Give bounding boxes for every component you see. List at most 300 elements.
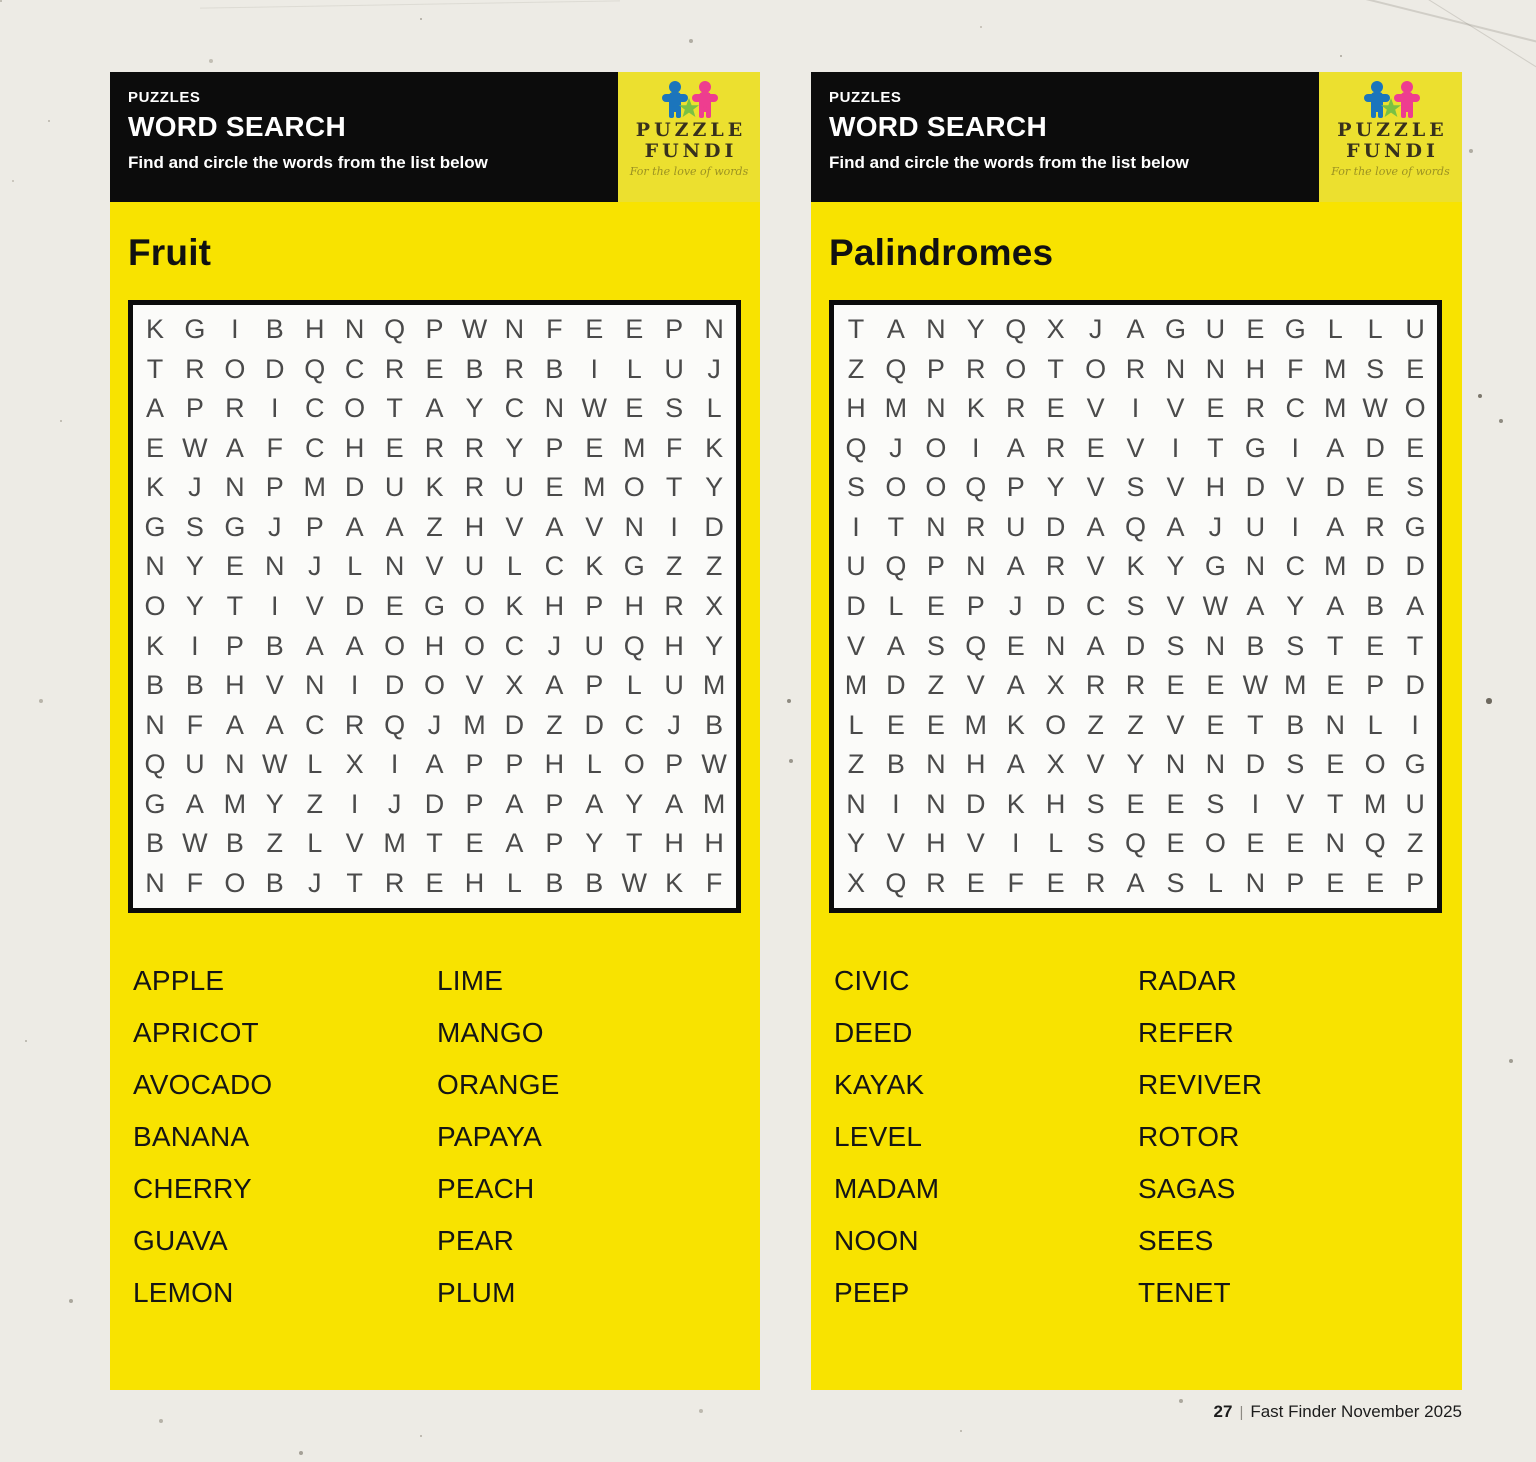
grid-cell-letter: I [1251, 788, 1260, 819]
grid-cell-letter: C [624, 709, 644, 740]
grid-cell-letter: E [1206, 670, 1225, 701]
grid-cell-letter: X [1046, 749, 1065, 780]
grid-cell-letter: E [966, 867, 985, 898]
grid-cell-letter: R [384, 867, 405, 898]
header-black-bar [811, 72, 1319, 202]
grid-cell-letter: R [344, 709, 365, 740]
grid-cell-letter: N [926, 314, 946, 345]
grid-cell-letter: N [926, 749, 946, 780]
grid-cell-letter: I [350, 670, 359, 701]
grid-cell-letter: Y [185, 590, 204, 621]
grid-cell-letter: R [1045, 551, 1066, 582]
grid-cell-letter: N [225, 472, 245, 503]
grid-row [135, 429, 734, 469]
grid-cell-letter: A [1006, 432, 1025, 463]
grid-cell-letter: M [1284, 670, 1307, 701]
grid-cell-letter: P [585, 590, 604, 621]
paper-crease [200, 0, 620, 8]
grid-row [135, 547, 734, 587]
grid-cell-letter: B [545, 867, 564, 898]
grid-cell-letter: O [1045, 709, 1067, 740]
grid-cell-letter: T [1207, 432, 1224, 463]
grid-cell-letter: K [665, 867, 684, 898]
grid-cell-letter: D [1365, 551, 1385, 582]
grid-cell-letter: V [1166, 709, 1185, 740]
pink-person-icon [1394, 81, 1420, 118]
grid-cell-letter: R [1125, 353, 1146, 384]
grid-cell-letter: O [424, 670, 446, 701]
grid-row [836, 468, 1435, 508]
grid-cell-letter: T [665, 472, 683, 503]
grid-cell-letter: W [182, 432, 208, 463]
grid-cell-letter: T [386, 393, 403, 424]
section-kicker: PUZZLES [128, 89, 201, 106]
grid-cell-letter: U [464, 551, 485, 582]
grid-cell-letter: I [231, 314, 239, 345]
grid-cell-letter: A [886, 314, 905, 345]
puzzle-theme-title: Palindromes [829, 232, 1054, 273]
grid-cell-letter: X [1046, 670, 1065, 701]
grid-cell-letter: B [145, 828, 164, 859]
grid-cell-letter: I [191, 630, 199, 661]
grid-cell-letter: Q [1005, 314, 1027, 345]
grid-cell-letter: Z [306, 788, 323, 819]
grid-cell-letter: E [1126, 788, 1145, 819]
grid-row [836, 705, 1435, 745]
grid-cell-letter: L [1367, 709, 1383, 740]
grid-cell-letter: B [886, 749, 905, 780]
grid-cell-letter: E [1206, 393, 1225, 424]
grid-cell-letter: E [1366, 472, 1385, 503]
grid-cell-letter: D [1245, 749, 1266, 780]
grid-cell-letter: S [1206, 788, 1225, 819]
grid-cell-letter: F [1287, 353, 1304, 384]
grid-cell-letter: S [1366, 353, 1385, 384]
grid-cell-letter: J [889, 432, 903, 463]
grid-cell-letter: T [1326, 788, 1344, 819]
grid-row [836, 547, 1435, 587]
grid-cell-letter: E [385, 432, 404, 463]
grid-cell-letter: N [145, 867, 165, 898]
grid-cell-letter: S [1126, 472, 1145, 503]
grid-cell-letter: P [1006, 472, 1025, 503]
grid-cell-letter: Y [505, 432, 524, 463]
grid-cell-letter: E [886, 709, 905, 740]
grid-cell-letter: P [505, 749, 524, 780]
grid-cell-letter: Q [304, 353, 326, 384]
grid-cell-letter: P [545, 432, 564, 463]
grid-cell-letter: G [144, 511, 166, 542]
grid-cell-letter: Y [705, 472, 724, 503]
grid-cell-letter: R [424, 432, 445, 463]
grid-cell-letter: S [665, 393, 684, 424]
grid-cell-letter: H [544, 590, 565, 621]
grid-cell-letter: P [545, 828, 564, 859]
word-list-item: LIME [437, 965, 504, 996]
grid-cell-letter: J [1088, 314, 1103, 345]
word-list-item: DEED [834, 1017, 913, 1048]
grid-cell-letter: W [701, 749, 727, 780]
grid-cell-letter: A [505, 828, 524, 859]
grid-cell-letter: F [186, 867, 204, 898]
grid-cell-letter: L [1048, 828, 1064, 859]
grid-cell-letter: Q [1364, 828, 1386, 859]
grid-cell-letter: E [1086, 432, 1105, 463]
grid-cell-letter: E [1166, 670, 1185, 701]
grid-cell-letter: C [304, 393, 325, 424]
grid-cell-letter: Q [885, 551, 907, 582]
grid-cell-letter: L [1367, 314, 1383, 345]
grid-cell-letter: M [844, 670, 868, 701]
grid-cell-letter: P [465, 749, 484, 780]
word-list-item: APRICOT [133, 1017, 259, 1048]
grid-cell-letter: T [887, 511, 905, 542]
grid-row [836, 508, 1435, 548]
grid-cell-letter: O [463, 630, 485, 661]
grid-cell-letter: O [1204, 828, 1226, 859]
word-list-item: SAGAS [1138, 1173, 1236, 1204]
word-list [834, 955, 1462, 1319]
grid-cell-letter: O [925, 432, 947, 463]
grid-cell-letter: P [926, 353, 945, 384]
grid-cell-letter: N [145, 551, 165, 582]
grid-cell-letter: E [1366, 867, 1385, 898]
grid-cell-letter: K [705, 432, 724, 463]
grid-cell-letter: Z [847, 353, 865, 384]
word-list-column [133, 955, 437, 1319]
grid-cell-letter: L [1207, 867, 1223, 898]
grid-cell-letter: H [304, 314, 325, 345]
grid-cell-letter: D [1365, 432, 1385, 463]
grid-cell-letter: J [387, 788, 402, 819]
grid-cell-letter: A [425, 393, 444, 424]
grid-row [836, 745, 1435, 785]
grid-row [135, 350, 734, 390]
grid-cell-letter: A [1006, 670, 1025, 701]
grid-cell-letter: T [625, 828, 643, 859]
grid-cell-letter: P [585, 670, 604, 701]
word-list-item: TENET [1138, 1277, 1231, 1308]
word-list-column [437, 955, 741, 1319]
grid-cell-letter: W [182, 828, 208, 859]
grid-cell-letter: V [1126, 432, 1145, 463]
grid-row [135, 587, 734, 627]
grid-cell-letter: D [1045, 511, 1066, 542]
grid-cell-letter: C [1285, 551, 1306, 582]
grid-cell-letter: R [966, 511, 986, 542]
grid-cell-letter: I [350, 788, 359, 819]
grid-row [836, 666, 1435, 706]
grid-cell-letter: V [345, 828, 364, 859]
grid-cell-letter: J [427, 709, 442, 740]
puzzle-instructions: Find and circle the words from the list below [128, 153, 488, 172]
grid-cell-letter: P [966, 590, 985, 621]
grid-cell-letter: S [1126, 590, 1145, 621]
grid-cell-letter: E [465, 828, 484, 859]
grid-cell-letter: Y [585, 828, 604, 859]
grid-cell-letter: N [384, 551, 405, 582]
grid-cell-letter: P [665, 749, 684, 780]
grid-cell-letter: I [390, 749, 399, 780]
grid-cell-letter: P [185, 393, 204, 424]
grid-cell-letter: Y [1166, 551, 1185, 582]
grid-cell-letter: W [461, 314, 488, 345]
grid-cell-letter: R [225, 393, 245, 424]
grid-cell-letter: I [590, 353, 599, 384]
grid-cell-letter: U [584, 630, 605, 661]
grid-cell-letter: S [1406, 472, 1425, 503]
grid-cell-letter: M [223, 788, 247, 819]
grid-cell-letter: O [1005, 353, 1027, 384]
grid-cell-letter: H [344, 432, 365, 463]
grid-cell-letter: C [504, 630, 525, 661]
grid-cell-letter: D [265, 353, 285, 384]
grid-cell-letter: I [852, 511, 860, 542]
grid-cell-letter: V [966, 670, 985, 701]
grid-cell-letter: Q [144, 749, 166, 780]
grid-cell-letter: Q [885, 867, 907, 898]
grid-cell-letter: I [1171, 432, 1180, 463]
word-list-item: MADAM [834, 1173, 940, 1204]
grid-cell-letter: E [1166, 788, 1185, 819]
grid-cell-letter: G [424, 590, 446, 621]
grid-cell-letter: E [585, 314, 604, 345]
grid-row [135, 468, 734, 508]
grid-cell-letter: A [886, 630, 905, 661]
grid-cell-letter: A [1326, 511, 1345, 542]
grid-cell-letter: S [185, 511, 204, 542]
grid-cell-letter: T [1047, 353, 1064, 384]
grid-cell-letter: I [1011, 828, 1020, 859]
grid-cell-letter: E [1206, 709, 1225, 740]
grid-cell-letter: D [344, 472, 365, 503]
section-kicker: PUZZLES [829, 89, 902, 106]
grid-cell-letter: L [506, 551, 522, 582]
grid-cell-letter: A [1126, 867, 1145, 898]
grid-cell-letter: O [1404, 393, 1426, 424]
panel-header [110, 72, 760, 202]
grid-cell-letter: S [846, 472, 865, 503]
grid-cell-letter: A [1406, 590, 1425, 621]
word-list-item: ORANGE [437, 1069, 560, 1100]
grid-cell-letter: A [385, 511, 404, 542]
grid-row [836, 626, 1435, 666]
grid-cell-letter: Q [845, 432, 867, 463]
grid-cell-letter: W [621, 867, 647, 898]
grid-cell-letter: O [344, 393, 366, 424]
grid-cell-letter: N [1325, 709, 1345, 740]
grid-cell-letter: Y [1126, 749, 1145, 780]
grid-cell-letter: K [145, 630, 164, 661]
grid-cell-letter: A [185, 788, 204, 819]
grid-cell-letter: W [1242, 670, 1269, 701]
grid-cell-letter: E [1406, 432, 1425, 463]
grid-cell-letter: H [1045, 788, 1066, 819]
grid-row [836, 310, 1435, 350]
word-list-item: PEAR [437, 1225, 515, 1256]
grid-cell-letter: V [305, 590, 324, 621]
word-list-item: PAPAYA [437, 1121, 542, 1152]
grid-cell-letter: T [1326, 630, 1344, 661]
grid-cell-letter: N [265, 551, 285, 582]
grid-cell-letter: K [505, 590, 524, 621]
grid-cell-letter: C [544, 551, 565, 582]
grid-cell-letter: C [344, 353, 365, 384]
grid-cell-letter: A [665, 788, 684, 819]
grid-cell-letter: H [544, 749, 565, 780]
grid-cell-letter: X [1046, 314, 1065, 345]
grid-cell-letter: V [1086, 749, 1105, 780]
word-list-item: LEVEL [834, 1121, 923, 1152]
grid-cell-letter: N [1245, 551, 1266, 582]
grid-cell-letter: N [846, 788, 866, 819]
grid-cell-letter: M [383, 828, 406, 859]
grid-cell-letter: A [345, 511, 364, 542]
grid-cell-letter: R [464, 432, 485, 463]
grid-row [836, 389, 1435, 429]
grid-cell-letter: N [1165, 353, 1186, 384]
grid-cell-letter: V [465, 670, 484, 701]
grid-cell-letter: N [926, 788, 946, 819]
grid-cell-letter: Z [1087, 709, 1104, 740]
grid-cell-letter: Z [705, 551, 723, 582]
grid-row [135, 389, 734, 429]
grid-cell-letter: M [463, 709, 486, 740]
grid-cell-letter: N [344, 314, 365, 345]
grid-cell-letter: V [1086, 551, 1105, 582]
grid-cell-letter: B [545, 353, 564, 384]
grid-cell-letter: T [226, 590, 244, 621]
grid-cell-letter: E [1326, 749, 1345, 780]
grid-cell-letter: U [1245, 511, 1266, 542]
grid-cell-letter: I [1131, 393, 1140, 424]
grid-cell-letter: V [1086, 472, 1105, 503]
grid-cell-letter: Y [465, 393, 484, 424]
grid-cell-letter: I [1291, 511, 1300, 542]
grid-cell-letter: G [1244, 432, 1266, 463]
grid-cell-letter: X [705, 590, 724, 621]
grid-cell-letter: Q [384, 314, 406, 345]
grid-cell-letter: S [1086, 788, 1105, 819]
grid-cell-letter: G [1404, 749, 1426, 780]
grid-cell-letter: O [925, 472, 947, 503]
grid-cell-letter: S [1086, 828, 1105, 859]
grid-cell-letter: A [225, 709, 244, 740]
word-list [133, 955, 760, 1319]
grid-cell-letter: V [1286, 472, 1305, 503]
word-list-item: LEMON [133, 1277, 234, 1308]
grid-cell-letter: E [1046, 867, 1065, 898]
grid-cell-letter: M [1323, 393, 1347, 424]
grid-cell-letter: E [1046, 393, 1065, 424]
grid-cell-letter: D [344, 590, 365, 621]
puzzle-panel-palindromes [811, 72, 1462, 1390]
grid-cell-letter: N [1165, 749, 1186, 780]
logo-tagline: For the love of words [1331, 165, 1450, 178]
grid-cell-letter: C [1285, 393, 1306, 424]
grid-cell-letter: H [846, 393, 866, 424]
grid-cell-letter: D [384, 670, 405, 701]
grid-cell-letter: C [304, 709, 325, 740]
grid-cell-letter: C [1085, 590, 1106, 621]
grid-cell-letter: D [1245, 472, 1266, 503]
grid-cell-letter: E [425, 867, 444, 898]
grid-cell-letter: L [506, 867, 522, 898]
grid-cell-letter: E [145, 432, 164, 463]
grid-cell-letter: U [664, 670, 684, 701]
grid-cell-letter: M [1323, 551, 1347, 582]
page-number: 27 [1213, 1402, 1233, 1421]
grid-cell-letter: H [704, 828, 724, 859]
grid-row [836, 429, 1435, 469]
grid-cell-letter: V [265, 670, 284, 701]
grid-cell-letter: K [1006, 788, 1025, 819]
grid-cell-letter: N [225, 749, 245, 780]
word-list-item: RADAR [1138, 965, 1238, 996]
grid-cell-letter: E [1006, 630, 1025, 661]
grid-cell-letter: H [664, 630, 684, 661]
grid-cell-letter: I [1291, 432, 1300, 463]
grid-cell-letter: N [1325, 828, 1345, 859]
grid-cell-letter: V [1166, 393, 1185, 424]
grid-cell-letter: S [1286, 749, 1305, 780]
grid-cell-letter: J [1008, 590, 1023, 621]
grid-cell-letter: P [265, 472, 284, 503]
grid-cell-letter: E [1366, 630, 1385, 661]
grid-cell-letter: E [1406, 353, 1425, 384]
grid-cell-letter: E [1166, 828, 1185, 859]
grid-cell-letter: A [1326, 590, 1345, 621]
grid-cell-letter: O [463, 590, 485, 621]
grid-cell-letter: B [1246, 630, 1265, 661]
grid-cell-letter: A [1006, 551, 1025, 582]
grid-cell-letter: A [1126, 314, 1145, 345]
grid-cell-letter: M [622, 432, 646, 463]
grid-cell-letter: F [705, 867, 723, 898]
grid-cell-letter: F [546, 314, 563, 345]
logo-wordmark-line2: FUNDI [1346, 140, 1439, 162]
word-list-column [1138, 955, 1442, 1319]
grid-cell-letter: G [144, 788, 166, 819]
grid-row [836, 824, 1435, 864]
grid-cell-letter: A [305, 630, 324, 661]
puzzle-fundi-logo [1319, 72, 1462, 202]
grid-cell-letter: E [585, 432, 604, 463]
grid-cell-letter: B [1366, 590, 1385, 621]
grid-cell-letter: J [1208, 511, 1223, 542]
grid-cell-letter: V [1166, 472, 1185, 503]
grid-cell-letter: A [345, 630, 364, 661]
grid-cell-letter: E [385, 590, 404, 621]
grid-cell-letter: N [966, 551, 986, 582]
logo-tagline: For the love of words [629, 165, 749, 178]
word-list-item: REVIVER [1138, 1069, 1263, 1100]
grid-row [135, 745, 734, 785]
grid-cell-letter: Z [266, 828, 284, 859]
grid-cell-letter: K [966, 393, 985, 424]
grid-cell-letter: E [1286, 828, 1305, 859]
grid-cell-letter: O [885, 472, 907, 503]
grid-cell-letter: N [544, 393, 565, 424]
grid-cell-letter: L [347, 551, 363, 582]
grid-cell-letter: S [1166, 867, 1185, 898]
grid-cell-letter: F [186, 709, 204, 740]
pink-person-icon [692, 81, 718, 118]
grid-row [135, 626, 734, 666]
paper-crease [1304, 0, 1536, 47]
grid-cell-letter: V [505, 511, 524, 542]
grid-cell-letter: N [926, 511, 946, 542]
